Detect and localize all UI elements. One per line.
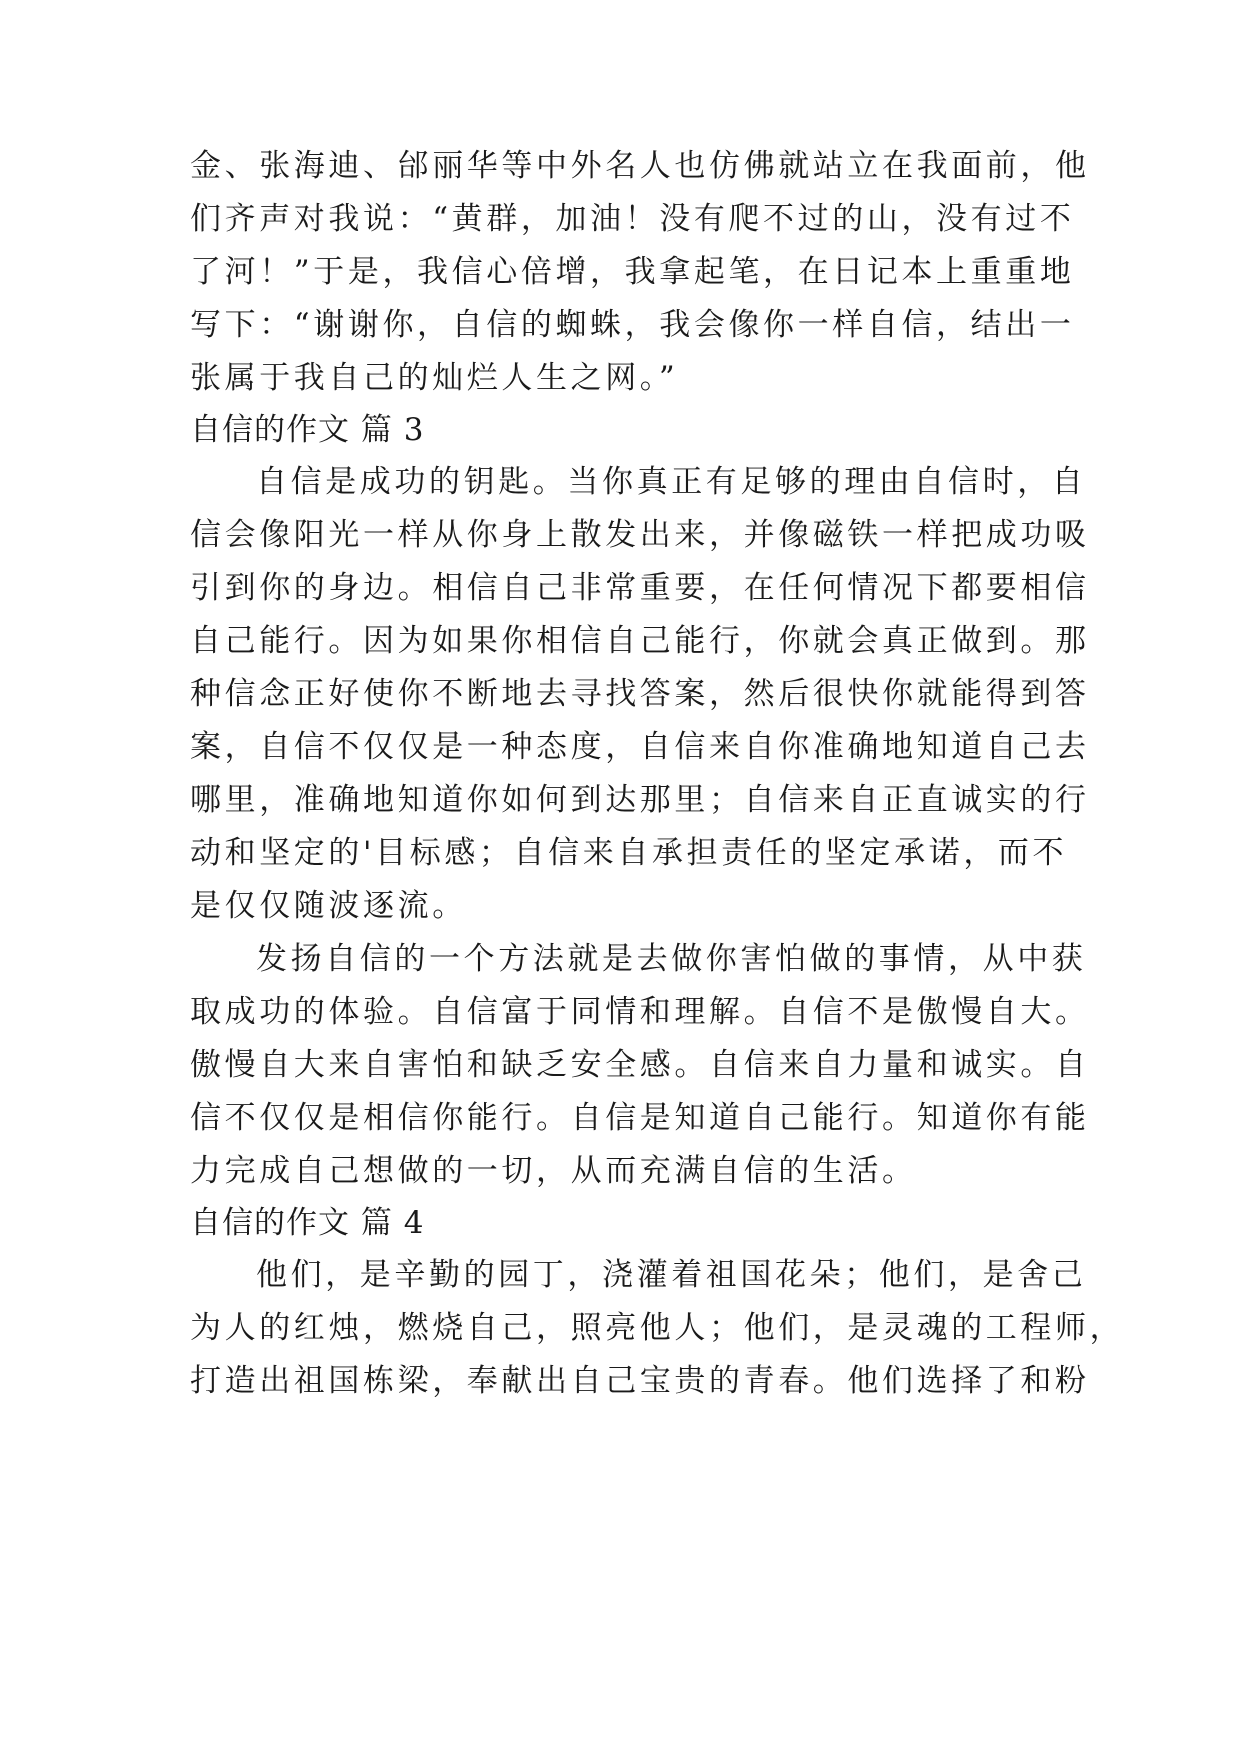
text-line: 写下：“谢谢你，自信的蜘蛛，我会像你一样自信，结出一 bbox=[190, 307, 1075, 343]
text-line: 案，自信不仅仅是一种态度，自信来自你准确地知道自己去 bbox=[190, 729, 1090, 765]
text-line: 自己能行。因为如果你相信自己能行，你就会真正做到。那 bbox=[190, 623, 1090, 659]
text-line: 们齐声对我说：“黄群，加油！没有爬不过的山，没有过不 bbox=[190, 201, 1075, 237]
text-line: 自信是成功的钥匙。当你真正有足够的理由自信时，自 bbox=[256, 464, 1087, 500]
text-line: 是仅仅随波逐流。 bbox=[190, 888, 467, 924]
text-line: 张属于我自己的灿烂人生之网。” bbox=[190, 360, 679, 396]
text-line: 信不仅仅是相信你能行。自信是知道自己能行。知道你有能 bbox=[190, 1100, 1090, 1136]
text-line: 打造出祖国栋梁，奉献出自己宝贵的青春。他们选择了和粉 bbox=[190, 1363, 1090, 1399]
text-line: 发扬自信的一个方法就是去做你害怕做的事情，从中获 bbox=[256, 941, 1087, 977]
text-line: 动和坚定的'目标感；自信来自承担责任的坚定承诺，而不 bbox=[190, 835, 1068, 871]
section-heading: 自信的作文 篇 3 bbox=[190, 412, 425, 448]
text-line: 了河！”于是，我信心倍增，我拿起笔，在日记本上重重地 bbox=[190, 254, 1075, 290]
text-line: 取成功的体验。自信富于同情和理解。自信不是傲慢自大。 bbox=[190, 994, 1090, 1030]
text-line: 力完成自己想做的一切，从而充满自信的生活。 bbox=[190, 1153, 917, 1189]
text-line: 种信念正好使你不断地去寻找答案，然后很快你就能得到答 bbox=[190, 676, 1090, 712]
text-line: 傲慢自大来自害怕和缺乏安全感。自信来自力量和诚实。自 bbox=[190, 1047, 1090, 1083]
text-line: 信会像阳光一样从你身上散发出来，并像磁铁一样把成功吸 bbox=[190, 517, 1090, 553]
text-line: 为人的红烛，燃烧自己，照亮他人；他们，是灵魂的工程师， bbox=[190, 1310, 1125, 1346]
text-line: 金、张海迪、邰丽华等中外名人也仿佛就站立在我面前，他 bbox=[190, 148, 1090, 184]
text-line: 他们，是辛勤的园丁，浇灌着祖国花朵；他们，是舍己 bbox=[256, 1257, 1087, 1293]
section-heading: 自信的作文 篇 4 bbox=[190, 1205, 425, 1241]
text-line: 引到你的身边。相信自己非常重要，在任何情况下都要相信 bbox=[190, 570, 1090, 606]
text-line: 哪里，准确地知道你如何到达那里；自信来自正直诚实的行 bbox=[190, 782, 1090, 818]
